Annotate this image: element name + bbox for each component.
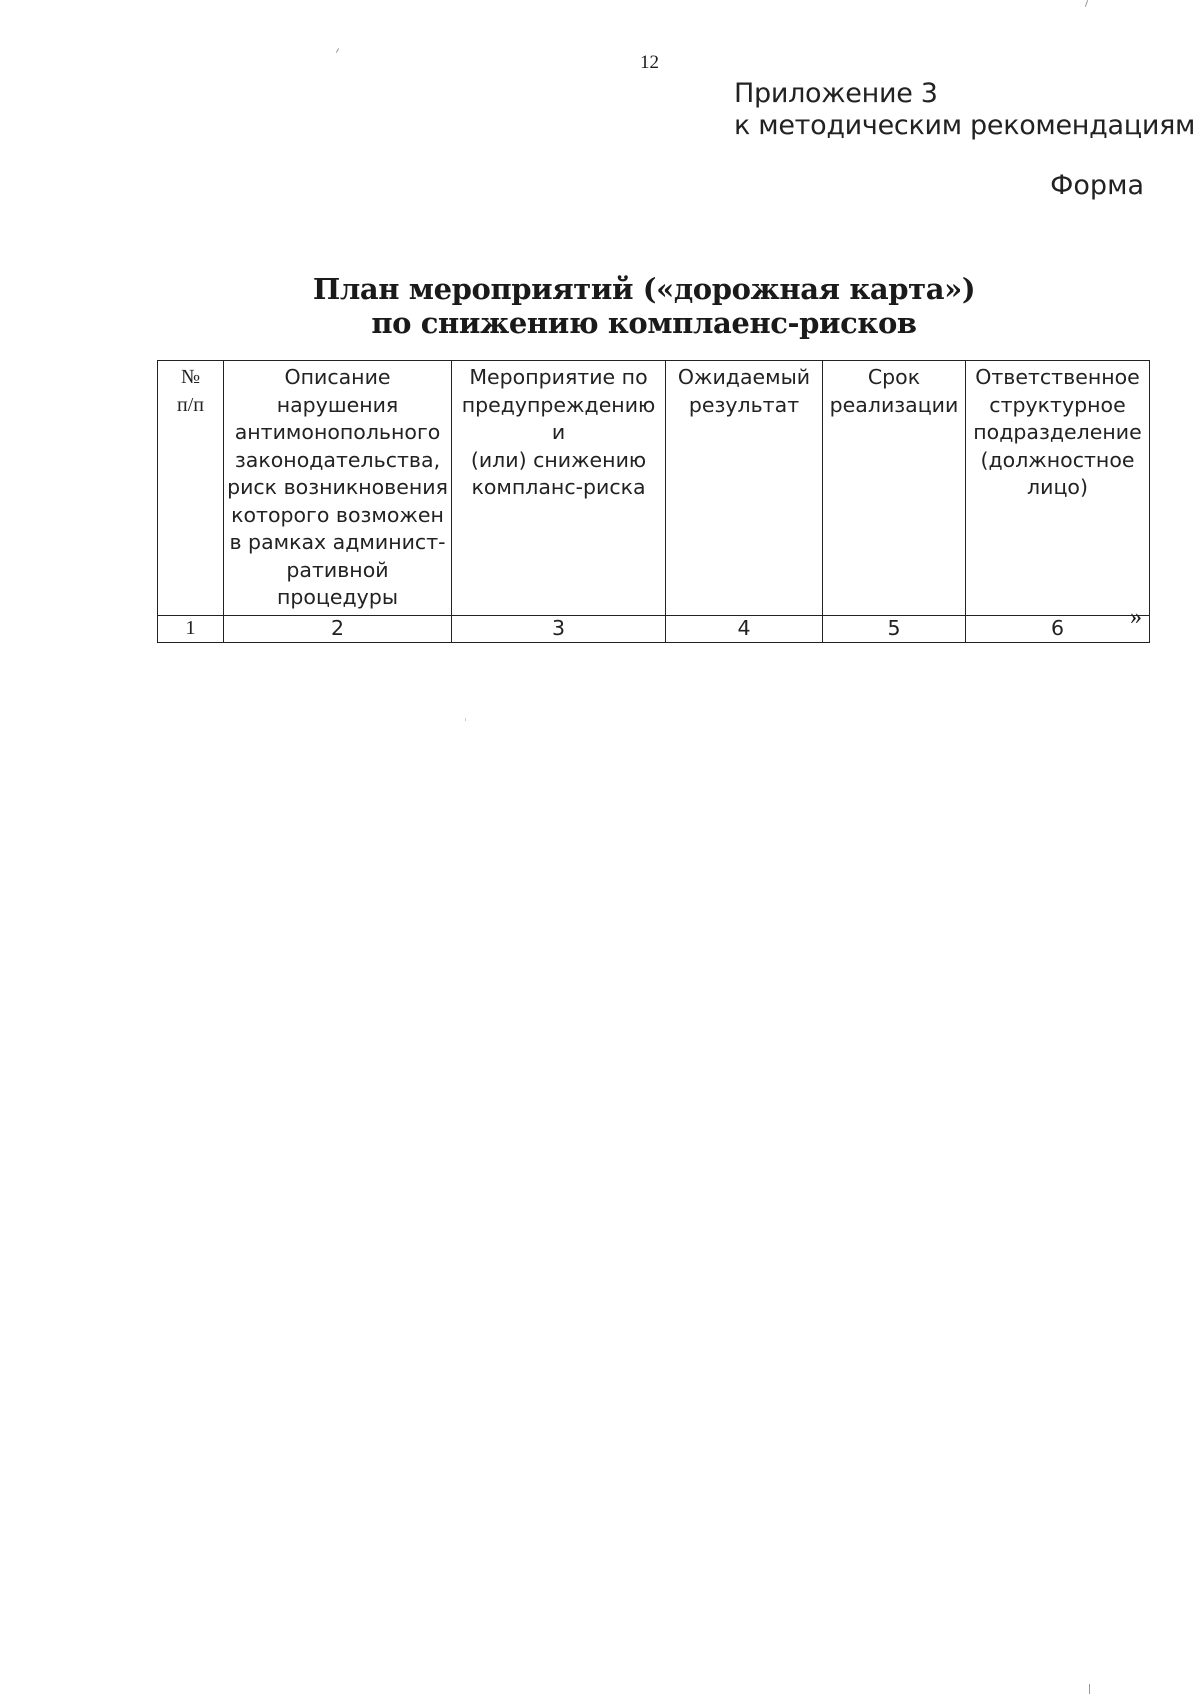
form-label: Форма bbox=[1050, 170, 1144, 201]
scan-artifact bbox=[336, 48, 339, 53]
header-line: лицо) bbox=[1027, 475, 1088, 499]
header-line: которого возможен bbox=[231, 502, 444, 527]
header-line: предупреждению и bbox=[461, 392, 656, 444]
header-line: Ответственное bbox=[975, 365, 1140, 389]
table-cell: 3 bbox=[452, 615, 666, 642]
header-expected-result bbox=[666, 361, 823, 616]
header-line: ративной процедуры bbox=[276, 557, 399, 609]
appendix-line-1: Приложение 3 bbox=[734, 78, 938, 109]
scan-artifact bbox=[1089, 1684, 1090, 1694]
table-numbering-row bbox=[158, 615, 1150, 642]
header-line: риск возникновения bbox=[227, 475, 448, 499]
header-deadline bbox=[823, 361, 966, 616]
header-responsible bbox=[966, 361, 1150, 616]
header-violation-description bbox=[224, 361, 452, 616]
header-line: в рамках админист- bbox=[229, 530, 446, 554]
header-line: (или) снижению bbox=[470, 447, 647, 472]
appendix-line-2: к методическим рекомендациям bbox=[734, 110, 1196, 141]
header-line: Мероприятие по bbox=[469, 365, 648, 389]
header-line: подразделение bbox=[973, 420, 1142, 444]
page-number: 12 bbox=[640, 52, 659, 73]
header-number bbox=[158, 361, 224, 616]
plan-table bbox=[157, 360, 1150, 643]
table-cell: 1 bbox=[158, 615, 224, 642]
document-title bbox=[0, 272, 1200, 340]
header-line: Описание нарушения bbox=[276, 365, 399, 417]
table-cell: 2 bbox=[224, 615, 452, 642]
header-measure bbox=[452, 361, 666, 616]
scan-artifact bbox=[465, 718, 466, 721]
header-line: антимонопольного bbox=[234, 420, 441, 444]
table-cell: 5 bbox=[823, 615, 966, 642]
header-line: п/п bbox=[177, 393, 204, 416]
closing-quote: » bbox=[1130, 604, 1142, 630]
header-line: результат bbox=[688, 392, 800, 417]
table-cell: 4 bbox=[666, 615, 823, 642]
table-cell: 6 bbox=[966, 615, 1150, 642]
header-line: реализации bbox=[829, 392, 959, 417]
header-line: № bbox=[180, 366, 201, 388]
header-line: структурное bbox=[989, 392, 1126, 417]
header-line: Ожидаемый bbox=[677, 365, 811, 389]
appendix-caption bbox=[734, 78, 1195, 142]
header-line: компланс-риска bbox=[471, 475, 646, 499]
header-line: законодательства, bbox=[234, 447, 441, 472]
table-header-row bbox=[158, 361, 1150, 616]
scan-artifact bbox=[1085, 0, 1088, 7]
document-title-line-1: План мероприятий («дорожная карта») bbox=[312, 272, 976, 306]
document-title-line-2: по снижению комплаенс-рисков bbox=[371, 306, 917, 340]
header-line: Срок bbox=[867, 365, 921, 389]
header-line: (должностное bbox=[980, 447, 1135, 472]
